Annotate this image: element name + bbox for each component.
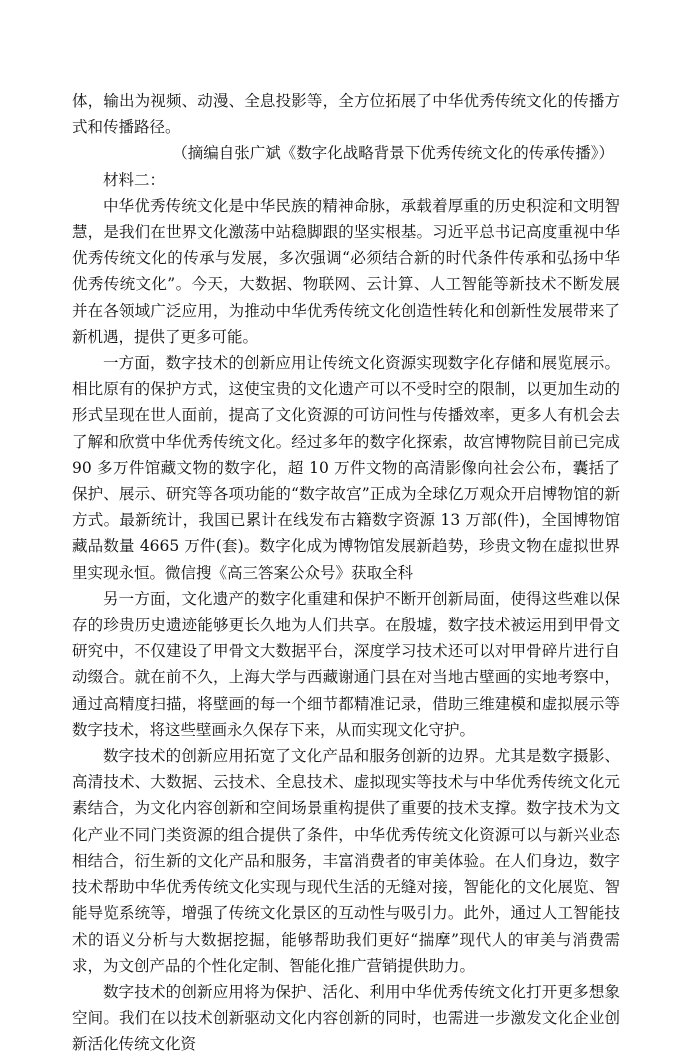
source-citation: （摘编自张广斌《数字化战略背景下优秀传统文化的传承传播》） (172, 144, 614, 163)
paragraph-product-innovation: 数字技术的创新应用拓宽了文化产品和服务创新的边界。尤其是数字摄影、高清技术、大数据、云技术、全息技术、虚拟现实等技术与中华优秀传统文化元素结合，为文化内容创新和空间场景重构提供了重要的技术支撑。数字技术为文化产业不同门类资源的组合提供了条件，中华优秀传统文化资源可以与新兴业态相结合，衍生新的文化产品和服务，丰富消费者的审美体验。在人们身边，数字技术帮助中华优秀传统文化实现与现代生活的无缝对接，智能化的文化展览、智能导览系统等，增强了传统文化景区的互动性与吸引力。此外，通过人工智能技术的语义分析与大数据挖掘，能够帮助我们更好“揣摩”现代人的审美与消费需求，为文创产品的个性化定制、智能化推广营销提供助力。 (72, 747, 620, 975)
document-body (72, 88, 620, 1058)
paragraph-imagination-space: 数字技术的创新应用将为保护、活化、利用中华优秀传统文化打开更多想象空间。我们在以技术创新驱动文化内容创新的同时，也需进一步激发文化企业创新活化传统文化资 (72, 982, 620, 1054)
paragraph-digital-storage: 一方面，数字技术的创新应用让传统文化资源实现数字化存储和展览展示。相比原有的保护方式，这使宝贵的文化遗产可以不受时空的限制，以更加生动的形式呈现在世人面前，提高了文化资源的可访问性与传播效率，更多人有机会去了解和欣赏中华优秀传统文化。经过多年的数字化探索，故宫博物院目前已完成 90 多万件馆藏文物的数字化，超 10 万件文物的高清影像向社会公布，囊括了保护、展示、研究等各项功能的“数字故宫”正成为全球亿万观众开启博物馆的新方式。最新统计，我国已累计在线发布古籍数字资源 13 万部(件)，全国博物馆藏品数量 4665 万件(套)。数字化成为博物馆发展新趋势，珍贵文物在虚拟世界里实现永恒。微信搜《高三答案公众号》获取全科 (72, 354, 620, 582)
paragraph-intro: 中华优秀传统文化是中华民族的精神命脉，承载着厚重的历史积淀和文明智慧，是我们在世界文化激荡中站稳脚跟的坚实根基。习近平总书记高度重视中华优秀传统文化的传承与发展，多次强调“必须结合新的时代条件传承和弘扬中华优秀传统文化”。今天，大数据、物联网、云计算、人工智能等新技术不断发展并在各领域广泛应用，为推动中华优秀传统文化创造性转化和创新性发展带来了新机遇，提供了更多可能。 (72, 196, 620, 346)
section-heading-material-two: 材料二： (103, 170, 166, 189)
paragraph-continuation: 体，输出为视频、动漫、全息投影等，全方位拓展了中华优秀传统文化的传播方式和传播路径。 (72, 92, 620, 137)
paragraph-digital-reconstruction: 另一方面，文化遗产的数字化重建和保护不断开创新局面，使得这些难以保存的珍贵历史遗迹能够更长久地为人们共享。在殷墟，数字技术被运用到甲骨文研究中，不仅建设了甲骨文大数据平台，深度学习技术还可以对甲骨碎片进行自动缀合。就在前不久，上海大学与西藏谢通门县在对当地古壁画的实地考察中，通过高精度扫描，将壁画的每一个细节都精准记录，借助三维建模和虚拟展示等数字技术，将这些壁画永久保存下来，从而实现文化守护。 (72, 589, 620, 739)
